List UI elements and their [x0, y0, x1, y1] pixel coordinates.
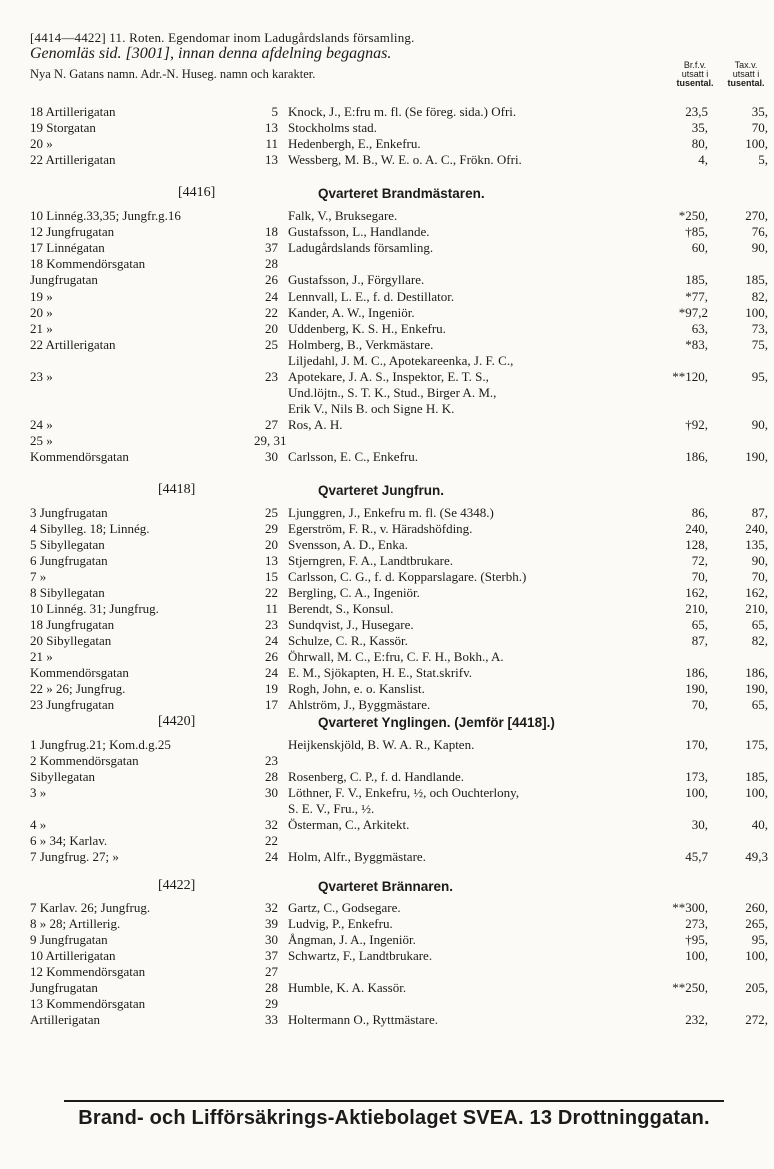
brand-value-cell: 70,	[691, 697, 708, 712]
house-number-cell: 20	[265, 321, 278, 336]
property-row	[0, 337, 774, 353]
brand-value-cell: 87,	[691, 633, 708, 648]
address-cell: 8 Sibyllegatan	[30, 585, 105, 600]
brand-value-cell: 72,	[691, 553, 708, 568]
block-number: [4422]	[158, 878, 196, 893]
owner-cell: Ludvig, P., Enkefru.	[288, 916, 393, 931]
brand-value-cell: 170,	[685, 737, 708, 752]
owner-cell: Ångman, J. A., Ingeniör.	[288, 932, 416, 947]
house-number-cell: 23	[265, 369, 278, 384]
block-title: Qvarteret Jungfrun.	[318, 483, 445, 498]
tax-value-cell: 70,	[751, 120, 768, 135]
owner-cell: Heijkenskjöld, B. W. A. R., Kapten.	[288, 737, 475, 752]
address-cell: 19 Storgatan	[30, 120, 96, 135]
property-row	[0, 272, 774, 288]
address-cell: 20 Sibyllegatan	[30, 633, 112, 648]
address-cell: Kommendörsgatan	[30, 665, 129, 680]
address-cell: Kommendörsgatan	[30, 449, 129, 464]
house-number-cell: 28	[265, 256, 278, 271]
house-number-cell: 15	[265, 569, 278, 584]
owner-cell: Öhrwall, M. C., E:fru, C. F. H., Bokh., A.	[288, 649, 504, 664]
address-cell: 6 Jungfrugatan	[30, 553, 108, 568]
tax-value-cell: 35,	[751, 104, 768, 119]
brand-value-cell: 185,	[685, 272, 708, 287]
address-cell: 21 »	[30, 321, 53, 336]
property-row	[0, 120, 774, 136]
footer-rule	[64, 1100, 724, 1102]
property-row	[0, 369, 774, 385]
owner-cell: Stjerngren, F. A., Landtbrukare.	[288, 553, 454, 568]
brand-value-cell: 35,	[691, 120, 708, 135]
address-cell: 12 Kommendörsgatan	[30, 964, 146, 979]
brand-value-cell: 210,	[685, 601, 708, 616]
house-number-cell: 25	[265, 337, 278, 352]
owner-cell: Sundqvist, J., Husegare.	[288, 617, 414, 632]
brand-value-cell: *250,	[678, 208, 708, 223]
column-names: Nya N. Gatans namn. Adr.-N. Huseg. namn och karakter.	[30, 67, 316, 81]
tax-value-cell: 65,	[751, 697, 768, 712]
house-number-cell: 13	[265, 152, 278, 167]
tax-value-cell: 186,	[745, 665, 768, 680]
brand-value-cell: **250,	[672, 980, 708, 995]
address-cell: 1 Jungfrug.21; Kom.d.g.25	[30, 737, 171, 752]
property-row	[0, 665, 774, 681]
owner-cell: Svensson, A. D., Enka.	[288, 537, 408, 552]
tax-value-cell: 175,	[745, 737, 768, 752]
owner-cell: Löthner, F. V., Enkefru, ½, och Ouchterlony,	[288, 785, 520, 800]
house-number-cell: 22	[265, 305, 278, 320]
owner-cell: Holm, Alfr., Byggmästare.	[288, 849, 426, 864]
tax-value-cell: 82,	[751, 289, 768, 304]
house-number-cell: 30	[265, 785, 278, 800]
address-cell: 4 Sibylleg. 18; Linnég.	[30, 521, 150, 536]
property-row	[0, 256, 774, 272]
house-number-cell: 19	[265, 681, 278, 696]
brand-value-cell: 4,	[698, 152, 708, 167]
owner-cell: Österman, C., Arkitekt.	[288, 817, 410, 832]
house-number-cell: 5	[271, 104, 278, 119]
tax-value-cell: 135,	[745, 537, 768, 552]
address-cell: 3 »	[30, 785, 47, 800]
address-cell: 7 Karlav. 26; Jungfrug.	[30, 900, 151, 915]
tax-value-cell: 75,	[751, 337, 768, 352]
property-row	[0, 681, 774, 697]
address-cell: 7 Jungfrug. 27; »	[30, 849, 119, 864]
tax-value-cell: 5,	[758, 152, 768, 167]
running-header: [4414—4422] 11. Roten. Egendomar inom Ladugårdslands församling.	[30, 30, 415, 45]
brand-value-cell: 190,	[685, 681, 708, 696]
brand-value-cell: 186,	[685, 665, 708, 680]
block-number: [4418]	[158, 482, 196, 497]
property-row	[0, 136, 774, 152]
tax-value-cell: 70,	[751, 569, 768, 584]
address-cell: 21 »	[30, 649, 53, 664]
property-row	[0, 900, 774, 916]
address-cell: 23 Jungfrugatan	[30, 697, 115, 712]
owner-cell: E. M., Sjökapten, H. E., Stat.skrifv.	[288, 665, 473, 680]
address-cell: Sibyllegatan	[30, 769, 95, 784]
owner-cell: Humble, K. A. Kassör.	[288, 980, 407, 995]
property-row	[0, 433, 774, 449]
house-number-cell: 22	[265, 833, 278, 848]
tax-value-cell: 82,	[751, 633, 768, 648]
house-number-cell: 23	[265, 617, 278, 632]
house-number-cell: 22	[265, 585, 278, 600]
house-number-cell: 25	[265, 505, 278, 520]
house-number-cell: 24	[265, 849, 278, 864]
brand-value-cell: **120,	[672, 369, 708, 384]
owner-cell: Wessberg, M. B., W. E. o. A. C., Frökn. Ofri.	[288, 152, 522, 167]
house-number-cell: 20	[265, 537, 278, 552]
property-row	[0, 849, 774, 865]
property-row	[0, 240, 774, 256]
block-number: [4420]	[158, 714, 196, 729]
address-cell: 22 Artillerigatan	[30, 337, 116, 352]
house-number-cell: 11	[265, 601, 278, 616]
property-row	[0, 585, 774, 601]
property-row	[0, 321, 774, 337]
tax-value-cell: 95,	[751, 932, 768, 947]
owner-cell: Gustafsson, L., Handlande.	[288, 224, 430, 239]
tax-value-cell: 240,	[745, 521, 768, 536]
tax-value-cell: 210,	[745, 601, 768, 616]
property-row	[0, 697, 774, 713]
owner-cell: Kander, A. W., Ingeniör.	[288, 305, 415, 320]
house-number-cell: 29, 31	[254, 433, 287, 448]
house-number-cell: 26	[265, 272, 278, 287]
property-row	[0, 417, 774, 433]
house-number-cell: 13	[265, 553, 278, 568]
brand-value-cell: 100,	[685, 948, 708, 963]
owner-cell: Ahlström, J., Byggmästare.	[288, 697, 431, 712]
address-cell: 3 Jungfrugatan	[30, 505, 108, 520]
house-number-cell: 32	[265, 817, 278, 832]
house-number-cell: 28	[265, 980, 278, 995]
brand-value-cell: 65,	[691, 617, 708, 632]
brand-value-cell: 23,5	[685, 104, 708, 119]
brand-value-cell: †92,	[685, 417, 708, 432]
brand-value-cell: 80,	[691, 136, 708, 151]
address-cell: 6 » 34; Karlav.	[30, 833, 108, 848]
address-cell: Jungfrugatan	[30, 980, 98, 995]
address-cell: 10 Linnég. 31; Jungfrug.	[30, 601, 159, 616]
tax-value-cell: 190,	[745, 449, 768, 464]
tax-value-cell: 270,	[745, 208, 768, 223]
property-row	[0, 289, 774, 305]
property-row	[0, 505, 774, 521]
tax-value-cell: 90,	[751, 417, 768, 432]
brand-value-cell: †95,	[685, 932, 708, 947]
address-cell: 5 Sibyllegatan	[30, 537, 105, 552]
owner-cell: Apotekare, J. A. S., Inspektor, E. T. S.,	[288, 369, 489, 384]
owner-cell: Holmberg, B., Verkmästare.	[288, 337, 434, 352]
house-number-cell: 33	[265, 1012, 278, 1027]
property-row	[0, 801, 774, 817]
property-row	[0, 737, 774, 753]
property-row	[0, 964, 774, 980]
house-number-cell: 23	[265, 753, 278, 768]
address-cell: 2 Kommendörsgatan	[30, 753, 139, 768]
address-cell: 13 Kommendörsgatan	[30, 996, 146, 1011]
brand-value-cell: 186,	[685, 449, 708, 464]
house-number-cell: 30	[265, 449, 278, 464]
property-row	[0, 932, 774, 948]
property-row	[0, 224, 774, 240]
property-row	[0, 633, 774, 649]
owner-cell: Schwartz, F., Landtbrukare.	[288, 948, 433, 963]
block-title: Qvarteret Brännaren.	[318, 879, 454, 894]
brand-value-cell: 128,	[685, 537, 708, 552]
italic-note: Genomläs sid. [3001], innan denna afdelning begagnas.	[30, 45, 392, 62]
tax-value-cell: 73,	[751, 321, 768, 336]
tax-value-cell: 76,	[751, 224, 768, 239]
owner-cell: Stockholms stad.	[288, 120, 377, 135]
property-row	[0, 785, 774, 801]
brand-value-cell: 86,	[691, 505, 708, 520]
tax-value-cell: 205,	[745, 980, 768, 995]
brand-value-cell: 30,	[691, 817, 708, 832]
property-row	[0, 521, 774, 537]
address-cell: 23 »	[30, 369, 53, 384]
property-row	[0, 104, 774, 120]
house-number-cell: 27	[265, 417, 278, 432]
block-title: Qvarteret Brandmästaren.	[318, 186, 485, 201]
owner-cell: Bergling, C. A., Ingeniör.	[288, 585, 420, 600]
property-row	[0, 753, 774, 769]
brand-value-cell: 45,7	[685, 849, 708, 864]
address-cell: 19 »	[30, 289, 53, 304]
property-row	[0, 948, 774, 964]
address-cell: 10 Linnég.33,35; Jungfr.g.16	[30, 208, 181, 223]
owner-cell: Ros, A. H.	[288, 417, 343, 432]
tax-value-cell: 265,	[745, 916, 768, 931]
tax-value-cell: 162,	[745, 585, 768, 600]
tax-value-cell: 272,	[745, 1012, 768, 1027]
brand-value-cell: 60,	[691, 240, 708, 255]
tax-value-cell: 260,	[745, 900, 768, 915]
house-number-cell: 37	[265, 240, 278, 255]
owner-cell: Hedenbergh, E., Enkefru.	[288, 136, 421, 151]
house-number-cell: 26	[265, 649, 278, 664]
owner-cell: Gartz, C., Godsegare.	[288, 900, 401, 915]
address-cell: 20 »	[30, 305, 53, 320]
address-cell: 17 Linnégatan	[30, 240, 105, 255]
property-row	[0, 569, 774, 585]
owner-cell: Uddenberg, K. S. H., Enkefru.	[288, 321, 446, 336]
address-cell: 7 »	[30, 569, 47, 584]
brand-value-cell: 63,	[691, 321, 708, 336]
owner-cell: Ljunggren, J., Enkefru m. fl. (Se 4348.)	[288, 505, 494, 520]
house-number-cell: 39	[265, 916, 278, 931]
property-row	[0, 649, 774, 665]
property-row	[0, 617, 774, 633]
house-number-cell: 13	[265, 120, 278, 135]
house-number-cell: 28	[265, 769, 278, 784]
property-row	[0, 401, 774, 417]
address-cell: Artillerigatan	[30, 1012, 101, 1027]
address-cell: 22 Artillerigatan	[30, 152, 116, 167]
property-row	[0, 996, 774, 1012]
owner-cell: Liljedahl, J. M. C., Apotekareenka, J. F. C.,	[288, 353, 514, 368]
property-row	[0, 980, 774, 996]
property-row	[0, 385, 774, 401]
address-cell: 18 Kommendörsgatan	[30, 256, 146, 271]
owner-cell: S. E. V., Fru., ½.	[288, 801, 375, 816]
house-number-cell: 29	[265, 521, 278, 536]
brand-value-cell: 100,	[685, 785, 708, 800]
tax-value-cell: 95,	[751, 369, 768, 384]
address-cell: 10 Artillerigatan	[30, 948, 116, 963]
brand-value-cell: 173,	[685, 769, 708, 784]
brand-value-cell: 70,	[691, 569, 708, 584]
tax-value-cell: 49,3	[745, 849, 768, 864]
property-row	[0, 208, 774, 224]
brand-value-cell: 273,	[685, 916, 708, 931]
tax-value-cell: 185,	[745, 272, 768, 287]
address-cell: 20 »	[30, 136, 53, 151]
house-number-cell: 27	[265, 964, 278, 979]
address-cell: 9 Jungfrugatan	[30, 932, 108, 947]
property-row	[0, 305, 774, 321]
owner-cell: Knock, J., E:fru m. fl. (Se föreg. sida.) Ofri.	[288, 104, 517, 119]
house-number-cell: 32	[265, 900, 278, 915]
brand-value-cell: †85,	[685, 224, 708, 239]
owner-cell: Berendt, S., Konsul.	[288, 601, 394, 616]
tax-value-cell: 185,	[745, 769, 768, 784]
brand-value-cell: 240,	[685, 521, 708, 536]
brand-value-cell: *83,	[685, 337, 708, 352]
brand-value-cell: 162,	[685, 585, 708, 600]
tax-value-cell: 100,	[745, 305, 768, 320]
owner-cell: Gustafsson, J., Förgyllare.	[288, 272, 425, 287]
property-row	[0, 152, 774, 168]
column-header-brandforsakring: Br.f.v. utsatt i tusental.	[676, 60, 714, 88]
property-row	[0, 601, 774, 617]
tax-value-cell: 65,	[751, 617, 768, 632]
address-cell: 22 » 26; Jungfrug.	[30, 681, 126, 696]
block-number: [4416]	[178, 185, 216, 200]
brand-value-cell: *77,	[685, 289, 708, 304]
address-cell: 25 »	[30, 433, 53, 448]
house-number-cell: 11	[265, 136, 278, 151]
property-row	[0, 553, 774, 569]
footer-advertisement: Brand- och Lifförsäkrings-Aktiebolaget SVEA. 13 Drottninggatan.	[78, 1107, 710, 1129]
tax-value-cell: 100,	[745, 948, 768, 963]
house-number-cell: 30	[265, 932, 278, 947]
property-row	[0, 833, 774, 849]
tax-value-cell: 87,	[751, 505, 768, 520]
address-cell: 4 »	[30, 817, 47, 832]
property-row	[0, 353, 774, 369]
column-header-taxering: Tax.v. utsatt i tusental.	[727, 60, 765, 88]
owner-cell: Rogh, John, e. o. Kanslist.	[288, 681, 425, 696]
tax-value-cell: 100,	[745, 136, 768, 151]
address-cell: 18 Artillerigatan	[30, 104, 116, 119]
house-number-cell: 24	[265, 633, 278, 648]
address-cell: 18 Jungfrugatan	[30, 617, 115, 632]
property-row	[0, 1012, 774, 1028]
property-row	[0, 537, 774, 553]
owner-cell: Rosenberg, C. P., f. d. Handlande.	[288, 769, 464, 784]
address-cell: 24 »	[30, 417, 53, 432]
owner-cell: Erik V., Nils B. och Signe H. K.	[288, 401, 455, 416]
owner-cell: Carlsson, E. C., Enkefru.	[288, 449, 418, 464]
tax-value-cell: 90,	[751, 240, 768, 255]
owner-cell: Carlsson, C. G., f. d. Kopparslagare. (Sterbh.)	[288, 569, 527, 584]
brand-value-cell: 232,	[685, 1012, 708, 1027]
house-number-cell: 24	[265, 665, 278, 680]
address-cell: 12 Jungfrugatan	[30, 224, 115, 239]
house-number-cell: 24	[265, 289, 278, 304]
house-number-cell: 17	[265, 697, 278, 712]
tax-value-cell: 40,	[751, 817, 768, 832]
property-row	[0, 817, 774, 833]
house-number-cell: 37	[265, 948, 278, 963]
owner-cell: Schulze, C. R., Kassör.	[288, 633, 408, 648]
owner-cell: Lennvall, L. E., f. d. Destillator.	[288, 289, 455, 304]
address-cell: 8 » 28; Artillerig.	[30, 916, 121, 931]
tax-value-cell: 90,	[751, 553, 768, 568]
owner-cell: Holtermann O., Ryttmästare.	[288, 1012, 439, 1027]
tax-value-cell: 100,	[745, 785, 768, 800]
block-title: Qvarteret Ynglingen. (Jemför [4418].)	[318, 715, 555, 730]
owner-cell: Falk, V., Bruksegare.	[288, 208, 398, 223]
owner-cell: Und.löjtn., S. T. K., Stud., Birger A. M.,	[288, 385, 497, 400]
tax-value-cell: 190,	[745, 681, 768, 696]
property-row	[0, 916, 774, 932]
address-cell: Jungfrugatan	[30, 272, 98, 287]
house-number-cell: 29	[265, 996, 278, 1011]
house-number-cell: 18	[265, 224, 278, 239]
owner-cell: Egerström, F. R., v. Häradshöfding.	[288, 521, 473, 536]
owner-cell: Ladugårdslands församling.	[288, 240, 434, 255]
property-row	[0, 449, 774, 465]
property-row	[0, 769, 774, 785]
brand-value-cell: **300,	[672, 900, 708, 915]
brand-value-cell: *97,2	[678, 305, 708, 320]
